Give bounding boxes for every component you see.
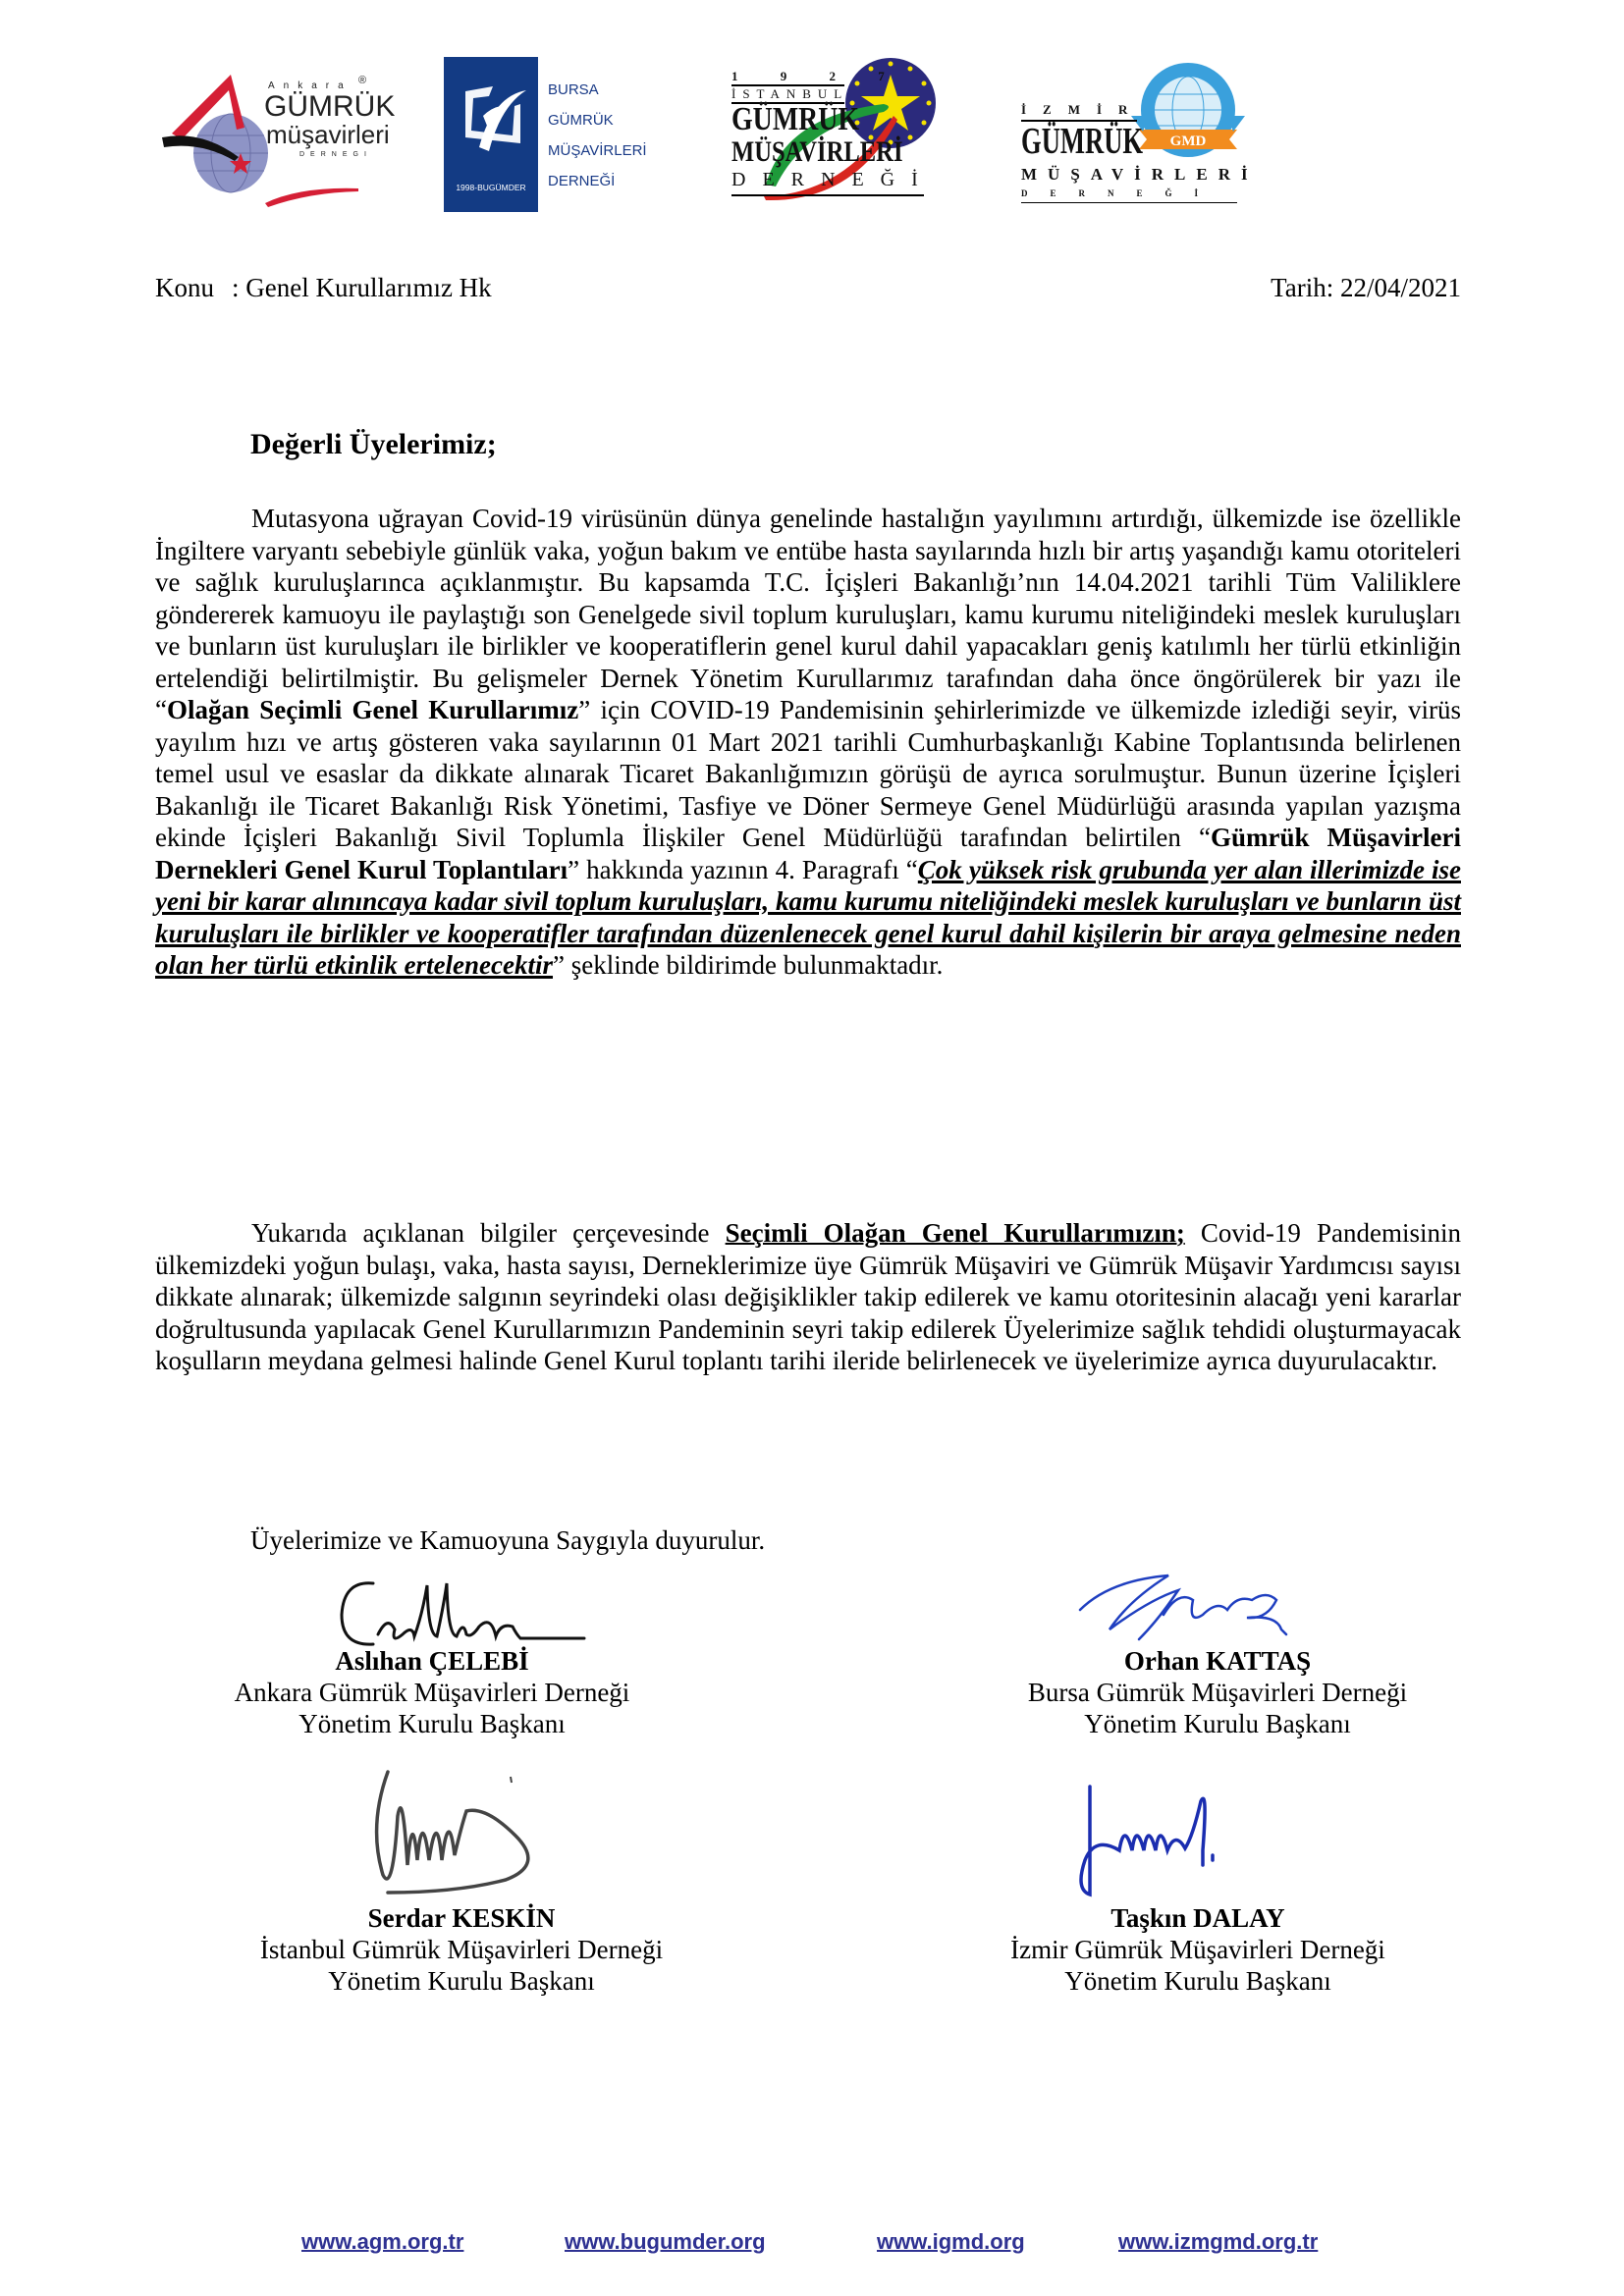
signatory-taskin	[923, 1902, 1473, 1997]
salutation: Değerli Üyelerimiz;	[250, 428, 497, 460]
divider	[1021, 202, 1237, 203]
bursa-logo-line: DERNEĞİ	[548, 173, 616, 189]
signatory-name: Orhan KATTAŞ	[1123, 1646, 1312, 1676]
signature-aslihan-icon	[334, 1575, 609, 1654]
signatory-name: Serdar KESKİN	[367, 1903, 556, 1933]
signatory-org: Ankara Gümrük Müşavirleri Derneği	[234, 1678, 630, 1707]
signature-taskin-icon	[1065, 1782, 1262, 1899]
quoted-directive: Çok yüksek risk grubunda yer alan illerimizde ise yeni bir karar alınıncaya kadar sivil toplum kuruluşları, kamu kurumu niteliğindeki meslek kuruluşları ve bunların üst kuruluşları ile birlikler ve kooperatifler tarafından düzenlenecek genel kurul dahil kişilerin bir araya gelmesine neden olan her türlü etkinlik ertelenecektir	[155, 854, 1461, 980]
bold-underlined-phrase: Seçimli Olağan Genel Kurullarımızın;	[725, 1218, 1185, 1248]
paragraph-text: Yukarıda açıklanan bilgiler çerçevesinde	[251, 1218, 726, 1248]
paragraph-text: Covid-19 Pandemisinin ülkemizdeki yoğun bulaşı, vaka, hasta sayısı, Derneklerimize üye Gümrük Müşaviri ve Gümrük Müşavir Yardımcısı sayısı dikkate alınarak; ülkemizde salgının seyrindeki olası değişiklikler takip edilerek ve kamu otoritesinin alacağı yeni kararlar doğrultusunda yapılacak Genel Kurullarımızın Pandeminin seyri takip edilerek Üyelerimize sağlık tehdidi oluşturmayacak koşulların meydana gelmesi halinde Genel Kurul toplantı tarihi ileride belirlenecek ve üyelerimize ayrıca duyurulacaktır.	[155, 1218, 1461, 1375]
istanbul-logo-line1: GÜMRÜK	[731, 101, 860, 137]
paragraph-text: ” için COVID-19 Pandemisinin şehirlerimizde ve ülkemizde izlediği seyir, virüs yayılım hızı ve artış gösteren vaka sayılarının 01 Mart 2021 tarihli Cumhurbaşkanlığı Kabine Toplantısında belirlenen temel usul ve esaslar da dikkate alınarak Ticaret Bakanlığımızın görüşü de ayrıca sorulmuştur. Bunun üzerine İçişleri Bakanlığı ile Ticaret Bakanlığı Risk Yönetimi, Tasfiye ve Döner Sermeye Genel Müdürlüğü arasında yapılan yazışma ekinde İçişleri Bakanlığı Sivil Toplumla İlişkiler Genel Müdürlüğü tarafından belirtilen “	[155, 695, 1461, 852]
istanbul-logo-line3: DERNEĞİ	[731, 169, 935, 190]
istanbul-association-logo	[731, 57, 947, 204]
signature-orhan-icon	[1070, 1571, 1306, 1649]
signatory-orhan	[943, 1645, 1492, 1739]
signatory-name: Aslıhan ÇELEBİ	[335, 1646, 529, 1676]
footer-link-bugumder[interactable]: www.bugumder.org	[565, 2229, 766, 2254]
izmir-logo-globe-icon	[1129, 59, 1247, 177]
subject-label: Konu	[155, 273, 214, 302]
istanbul-logo-year: 1 9 2 7	[731, 69, 904, 83]
bursa-logo-emblem	[444, 57, 538, 212]
bold-phrase: Olağan Seçimli Genel Kurullarımız	[166, 695, 579, 724]
bursa-logo-leaf-icon	[444, 57, 538, 175]
subject-value: : Genel Kurullarımız Hk	[232, 273, 492, 302]
ankara-logo-line1: GÜMRÜK	[264, 90, 396, 123]
bursa-logo-text	[548, 75, 647, 196]
bursa-logo-line: MÜŞAVİRLERİ	[548, 142, 647, 159]
signatory-title: Yönetim Kurulu Başkanı	[1064, 1966, 1331, 1996]
letter-date: Tarih: 22/04/2021	[1271, 273, 1461, 302]
paragraph-text: ” şeklinde bildirimde bulunmaktadır.	[553, 950, 944, 980]
izmir-logo-line3: DERNEĞİ	[1021, 188, 1221, 198]
bursa-logo-year: 1998-BUGÜMDER	[456, 183, 526, 192]
izmir-logo-line1: GÜMRÜK	[1021, 121, 1144, 162]
bold-phrase: Gümrük Müşavirleri Dernekleri Genel Kurul Toplantıları	[155, 823, 1461, 884]
paragraph-text: Mutasyona uğrayan Covid-19 virüsünün dünya genelinde hastalığın yayılımını artırdığı, ülkemizde ise özellikle İngiltere varyantı sebebiyle günlük vaka, yoğun bakım ve entübe hasta sayılarında hızlı bir artış yaşandığı kamu otoriteleri ve sağlık kuruluşlarınca açıklanmıştır. Bu kapsamda T.C. İçişleri Bakanlığı’nın 14.04.2021 tarihli Tüm Valiliklere göndererek kamuoyu ile paylaştığı son Genelgede sivil toplum kuruluşları, kamu kurumu niteliğindeki meslek kuruluşları ve bunların üst kuruluşları ile birlikler ve kooperatiflerin genel kurul dahil yapacakları geniş katılımlı her türlü etkinliğin ertelendiği belirtilmiştir. Bu gelişmeler Dernek Yönetim Kurullarımız tarafından daha önce öngörülerek bir yazı ile “	[155, 504, 1461, 724]
bursa-association-logo	[444, 57, 647, 214]
body-paragraph-1	[155, 503, 1461, 982]
signatory-org: İzmir Gümrük Müşavirleri Derneği	[1010, 1935, 1385, 1964]
signatory-title: Yönetim Kurulu Başkanı	[1084, 1709, 1351, 1738]
izmir-logo-city: İZMİR	[1021, 102, 1145, 117]
subject-line	[155, 273, 492, 303]
izmir-logo-badge: GMD	[1169, 133, 1207, 149]
istanbul-logo-line2: MÜŞAVİRLERİ	[731, 135, 903, 168]
signatory-aslihan	[157, 1645, 707, 1739]
izmir-logo-line2: MÜŞAVİRLERİ	[1021, 165, 1259, 184]
registered-mark: ®	[358, 75, 367, 86]
ankara-association-logo	[162, 71, 396, 208]
izmir-association-logo	[1021, 59, 1259, 216]
footer-link-igmd[interactable]: www.igmd.org	[877, 2229, 1025, 2254]
paragraph-text: ” hakkında yazının 4. Paragrafı “	[568, 854, 918, 884]
ankara-logo-city: Ankara	[268, 80, 352, 91]
signatory-org: İstanbul Gümrük Müşavirleri Derneği	[259, 1935, 664, 1964]
signatory-title: Yönetim Kurulu Başkanı	[328, 1966, 595, 1996]
closing-line: Üyelerimize ve Kamuoyuna Saygıyla duyurulur.	[250, 1525, 766, 1555]
istanbul-logo-city: İSTANBUL	[731, 86, 849, 101]
footer-link-agm[interactable]: www.agm.org.tr	[301, 2229, 464, 2254]
signatory-name: Taşkın DALAY	[1110, 1903, 1285, 1933]
ankara-logo-line2: müşavirleri	[266, 120, 390, 149]
signatory-org: Bursa Gümrük Müşavirleri Derneği	[1027, 1678, 1408, 1707]
signatory-title: Yönetim Kurulu Başkanı	[298, 1709, 566, 1738]
divider	[731, 194, 924, 196]
body-paragraph-2	[155, 1217, 1461, 1377]
bursa-logo-line: GÜMRÜK	[548, 112, 614, 129]
signature-serdar-icon	[358, 1767, 584, 1899]
bursa-logo-line: BURSA	[548, 81, 599, 98]
footer-link-izmgmd[interactable]: www.izmgmd.org.tr	[1118, 2229, 1319, 2254]
ankara-logo-line3: DERNEGI	[299, 151, 372, 158]
signatory-serdar	[187, 1902, 736, 1997]
